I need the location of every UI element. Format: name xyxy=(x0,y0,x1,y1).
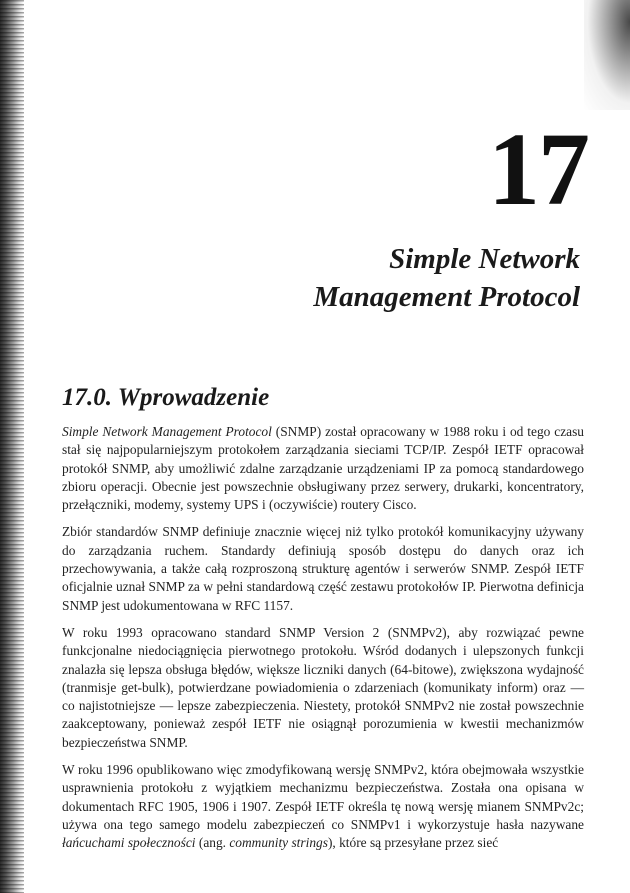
paragraph-4-italic-2: community strings xyxy=(229,835,328,851)
paragraph-4-text-before: W roku 1996 opublikowano więc zmodyfikowaną wersję SNMPv2, która obejmowała wszystkie usprawnienia protokołu z wyjątkiem mechanizmu bezpieczeństwa. Została ona opisana w dokumentach RFC 1905, 1906 i 1907. Zespół IETF określa tę nową wersję mianem SNMPv2c; używa ona tego samego modelu zabezpieczeń co SNMPv1 i wykorzystuje hasła nazywane xyxy=(62,762,584,832)
paragraph-1-text: (SNMP) został opracowany w 1988 roku i od tego czasu stał się najpopularniejszym protokołem zarządzania sieciami TCP/IP. Zespół IETF opracował protokół SNMP, aby umożliwić zdalne zarządzanie urządzeniami IP za pomocą standardowego zbioru operacji. Obecnie jest powszechnie obsługiwany przez serwery, drukarki, koncentratory, przełączniki, modemy, systemy UPS i (oczywiście) routery Cisco. xyxy=(62,424,585,513)
chapter-number: 17 xyxy=(488,112,588,227)
section-heading: 17.0. Wprowadzenie xyxy=(62,384,270,411)
paragraph-4-text-after: ), które są przesyłane przez sieć xyxy=(327,835,499,851)
scan-corner-shadow xyxy=(584,0,630,110)
chapter-title-line-2: Management Protocol xyxy=(313,281,580,313)
body-text xyxy=(62,423,584,862)
paragraph-4-text-mid: (ang. xyxy=(195,835,230,851)
paragraph-3: W roku 1993 opracowano standard SNMP Version 2 (SNMPv2), aby rozwiązać pewne funkcjonalne niedociągnięcia pierwotnego protokołu. Wśród dodanych i ulepszonych funkcji znalazła się lepsza obsługa błędów, większe liczniki danych (64-bitowe), zwiększona wydajność (tranmisje get-bulk), potwierdzane powiadomienia o zdarzeniach (komunikaty inform) oraz — co najistotniejsze — lepsze zabezpieczenia. Niestety, protokół SNMPv2 nie został powszechnie zaakceptowany, ponieważ zespół IETF nie osiągnął porozumienia w kwestii mechanizmów bezpieczeństwa SNMP. xyxy=(62,624,584,750)
paragraph-1-italic-lead: Simple Network Management Protocol xyxy=(62,424,272,439)
paragraph-4-italic-1: łańcuchami społeczności xyxy=(62,835,196,851)
paragraph-4 xyxy=(62,761,584,852)
paragraph-2: Zbiór standardów SNMP definiuje znacznie więcej niż tylko protokół komunikacyjny używany do zarządzania ruchem. Standardy definiują sposób dostępu do danych oraz ich przechowywania, a także całą rozproszoną strukturę agentów i serwerów SNMP. Zespół IETF oficjalnie uznał SNMP za w pełni standardową część zestawu protokołów IP. Pierwotna definicja SNMP jest udokumentowana w RFC 1157. xyxy=(62,524,584,613)
scan-binding-shadow xyxy=(0,0,24,893)
chapter-title xyxy=(313,240,580,316)
paragraph-1 xyxy=(62,423,584,514)
chapter-title-line-1: Simple Network xyxy=(389,243,580,275)
